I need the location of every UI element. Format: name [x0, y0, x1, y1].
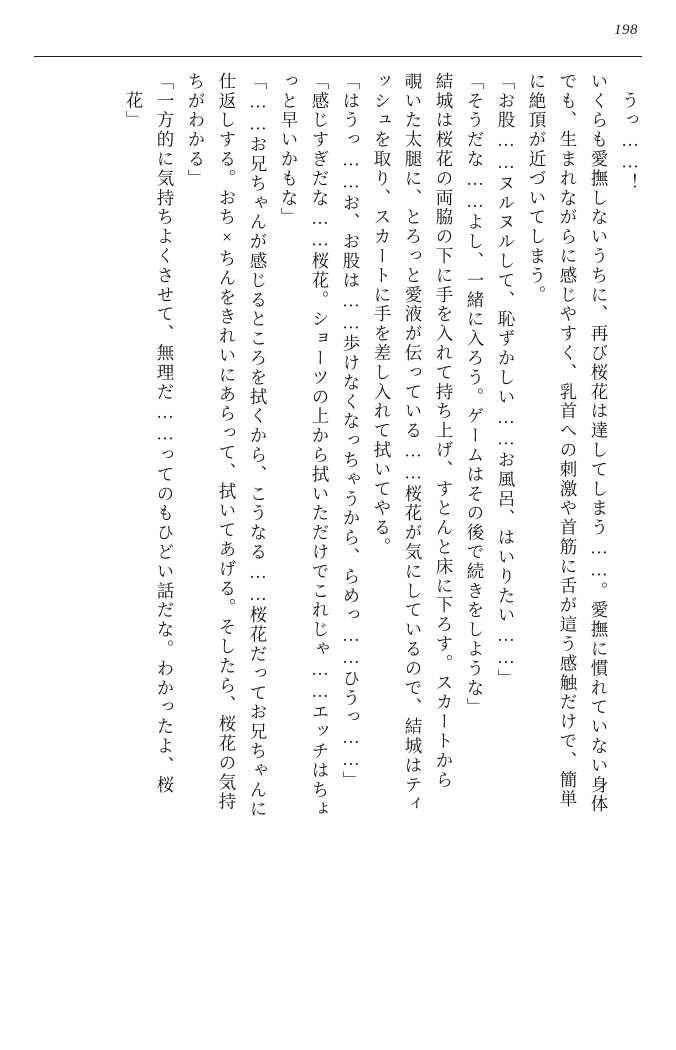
text-line: 「はうっ……お、お股は……歩けなくなっちゃうから、らめっ……ひうっ……」 [341, 72, 361, 791]
text-line: 「そうだな……よし、一緒に入ろう。ゲームはその後で続きをしような」 [465, 72, 485, 718]
header-divider [34, 56, 642, 57]
text-line: 仕返しする。おち×ちんをきれいにあらって、拭いてあげる。そしたら、桜花の気持 [217, 72, 237, 812]
page-number: 198 [614, 22, 638, 38]
text-line: ちがわかる」 [186, 72, 206, 189]
text-line: いくらも愛撫しないうちに、再び桜花は達してしまう……。愛撫に慣れていない身体 [589, 72, 609, 815]
text-line: 覗いた太腿に、とろっと愛液が伝っている……桜花が気にしているので、結城はティ [403, 72, 423, 815]
text-line: 花」 [124, 91, 144, 130]
text-line: ッシュを取り、スカートに手を差し入れて拭いてやる。 [372, 72, 392, 557]
text-line: うっ……！ [620, 91, 640, 193]
text-line: 「一方的に気持ちよくさせて、無理だ……ってのもひどい話だな。わかったよ、桜 [155, 72, 175, 795]
text-line: に絶頂が近づいてしまう。 [527, 72, 547, 305]
page-text-body [38, 72, 638, 1024]
text-line: でも、生まれながらに感じやすく、乳首への刺激や首筋に舌が這う感触だけで、簡単 [558, 72, 578, 810]
text-line: 「お股……ヌルヌルして、恥ずかしい……お風呂、はいりたい……」 [496, 72, 516, 689]
text-line: 「感じすぎだな……桜花。ショーツの上から拭いただけでこれじゃ……エッチはちょ [310, 72, 330, 820]
text-line: っと早いかもな」 [279, 72, 299, 228]
text-line: 「……お兄ちゃんが感じるところを拭くから、こうなる……桜花だってお兄ちゃんに [248, 72, 268, 820]
text-line: 結城は桜花の両脇の下に手を入れて持ち上げ、すとんと床に下ろす。スカートから [434, 72, 454, 790]
